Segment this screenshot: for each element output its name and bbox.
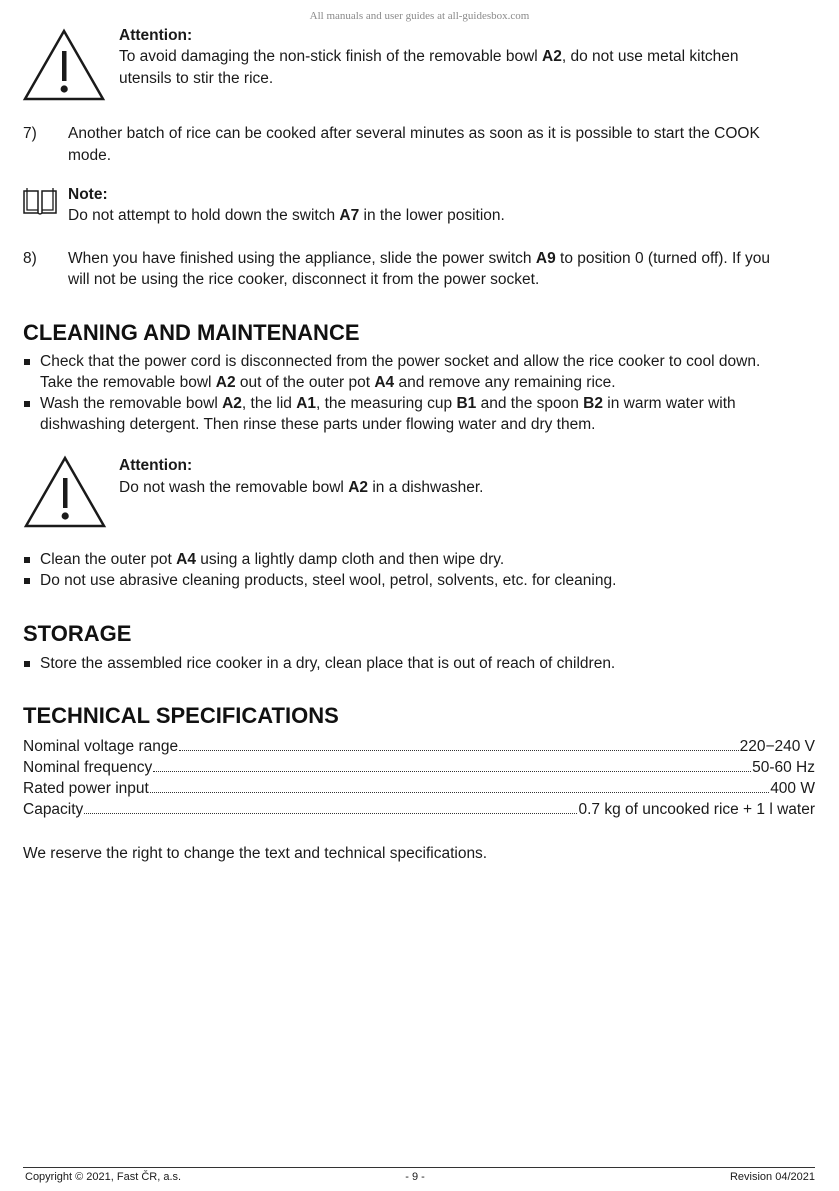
warning-triangle-icon	[22, 454, 108, 530]
attention-title: Attention:	[119, 457, 193, 474]
storage-list	[23, 653, 815, 674]
step-text: When you have finished using the appliance, slide the power switch A9 to position 0 (turned off). If you	[68, 250, 770, 267]
footer-divider	[23, 1167, 815, 1168]
leader-dots	[179, 749, 738, 751]
spec-row	[23, 757, 815, 778]
warning-triangle-icon	[21, 27, 107, 103]
step-text-line2: mode.	[68, 147, 112, 164]
list-item: Do not use abrasive cleaning products, steel wool, petrol, solvents, etc. for cleaning.	[23, 570, 815, 591]
list-item: Check that the power cord is disconnected from the power socket and allow the rice cooker to cool down. Take the removable bowl A2 out of the outer pot A4 and remove any remaining rice.	[23, 351, 815, 393]
spec-value: 0.7 kg of uncooked rice + 1 l water	[578, 801, 815, 818]
spec-label: Nominal voltage range	[23, 738, 179, 755]
section-heading-storage: STORAGE	[23, 621, 132, 646]
step-text: Another batch of rice can be cooked after several minutes as soon as it is possible to start the COOK	[68, 125, 760, 142]
watermark: All manuals and user guides at all-guidesbox.com	[309, 10, 530, 22]
footer-revision: Revision 04/2021	[729, 1171, 815, 1183]
spec-row	[23, 799, 815, 820]
spec-row	[23, 778, 815, 799]
attention-text-line2: utensils to stir the rice.	[119, 70, 274, 87]
spec-label: Rated power input	[23, 780, 149, 797]
leader-dots	[153, 770, 751, 772]
spec-value: 400 W	[770, 780, 815, 797]
page-number: - 9 -	[405, 1171, 425, 1183]
cleaning-list	[23, 351, 815, 435]
note-title: Note:	[68, 186, 108, 203]
attention-text: To avoid damaging the non-stick finish of the removable bowl A2, do not use metal kitchen	[119, 48, 739, 65]
list-item: Wash the removable bowl A2, the lid A1, the measuring cup B1 and the spoon B2 in warm water with dishwashing detergent. Then rinse these parts under flowing water and dry them.	[23, 393, 815, 435]
spec-label: Nominal frequency	[23, 759, 153, 776]
cleaning-list-2	[23, 549, 815, 591]
attention-title: Attention:	[119, 27, 193, 44]
list-item: Store the assembled rice cooker in a dry, clean place that is out of reach of children.	[23, 653, 815, 674]
open-book-icon	[22, 186, 58, 216]
leader-dots	[84, 812, 577, 814]
section-heading-specs: TECHNICAL SPECIFICATIONS	[23, 703, 339, 728]
section-heading-cleaning: CLEANING AND MAINTENANCE	[23, 320, 360, 345]
step-text-line2: will not be using the rice cooker, disconnect it from the power socket.	[68, 271, 540, 288]
spec-label: Capacity	[23, 801, 84, 818]
spec-row	[23, 736, 815, 757]
attention-text: Do not wash the removable bowl A2 in a dishwasher.	[119, 479, 484, 496]
footer-copyright: Copyright © 2021, Fast ČR, a.s.	[25, 1171, 182, 1183]
spec-value: 220−240 V	[739, 738, 815, 755]
note-text: Do not attempt to hold down the switch A7 in the lower position.	[68, 207, 505, 224]
leader-dots	[150, 791, 769, 793]
step-number: 8)	[23, 250, 37, 267]
spec-value: 50-60 Hz	[752, 759, 815, 776]
step-number: 7)	[23, 125, 37, 142]
list-item: Clean the outer pot A4 using a lightly damp cloth and then wipe dry.	[23, 549, 815, 570]
disclaimer: We reserve the right to change the text and technical specifications.	[23, 845, 488, 862]
